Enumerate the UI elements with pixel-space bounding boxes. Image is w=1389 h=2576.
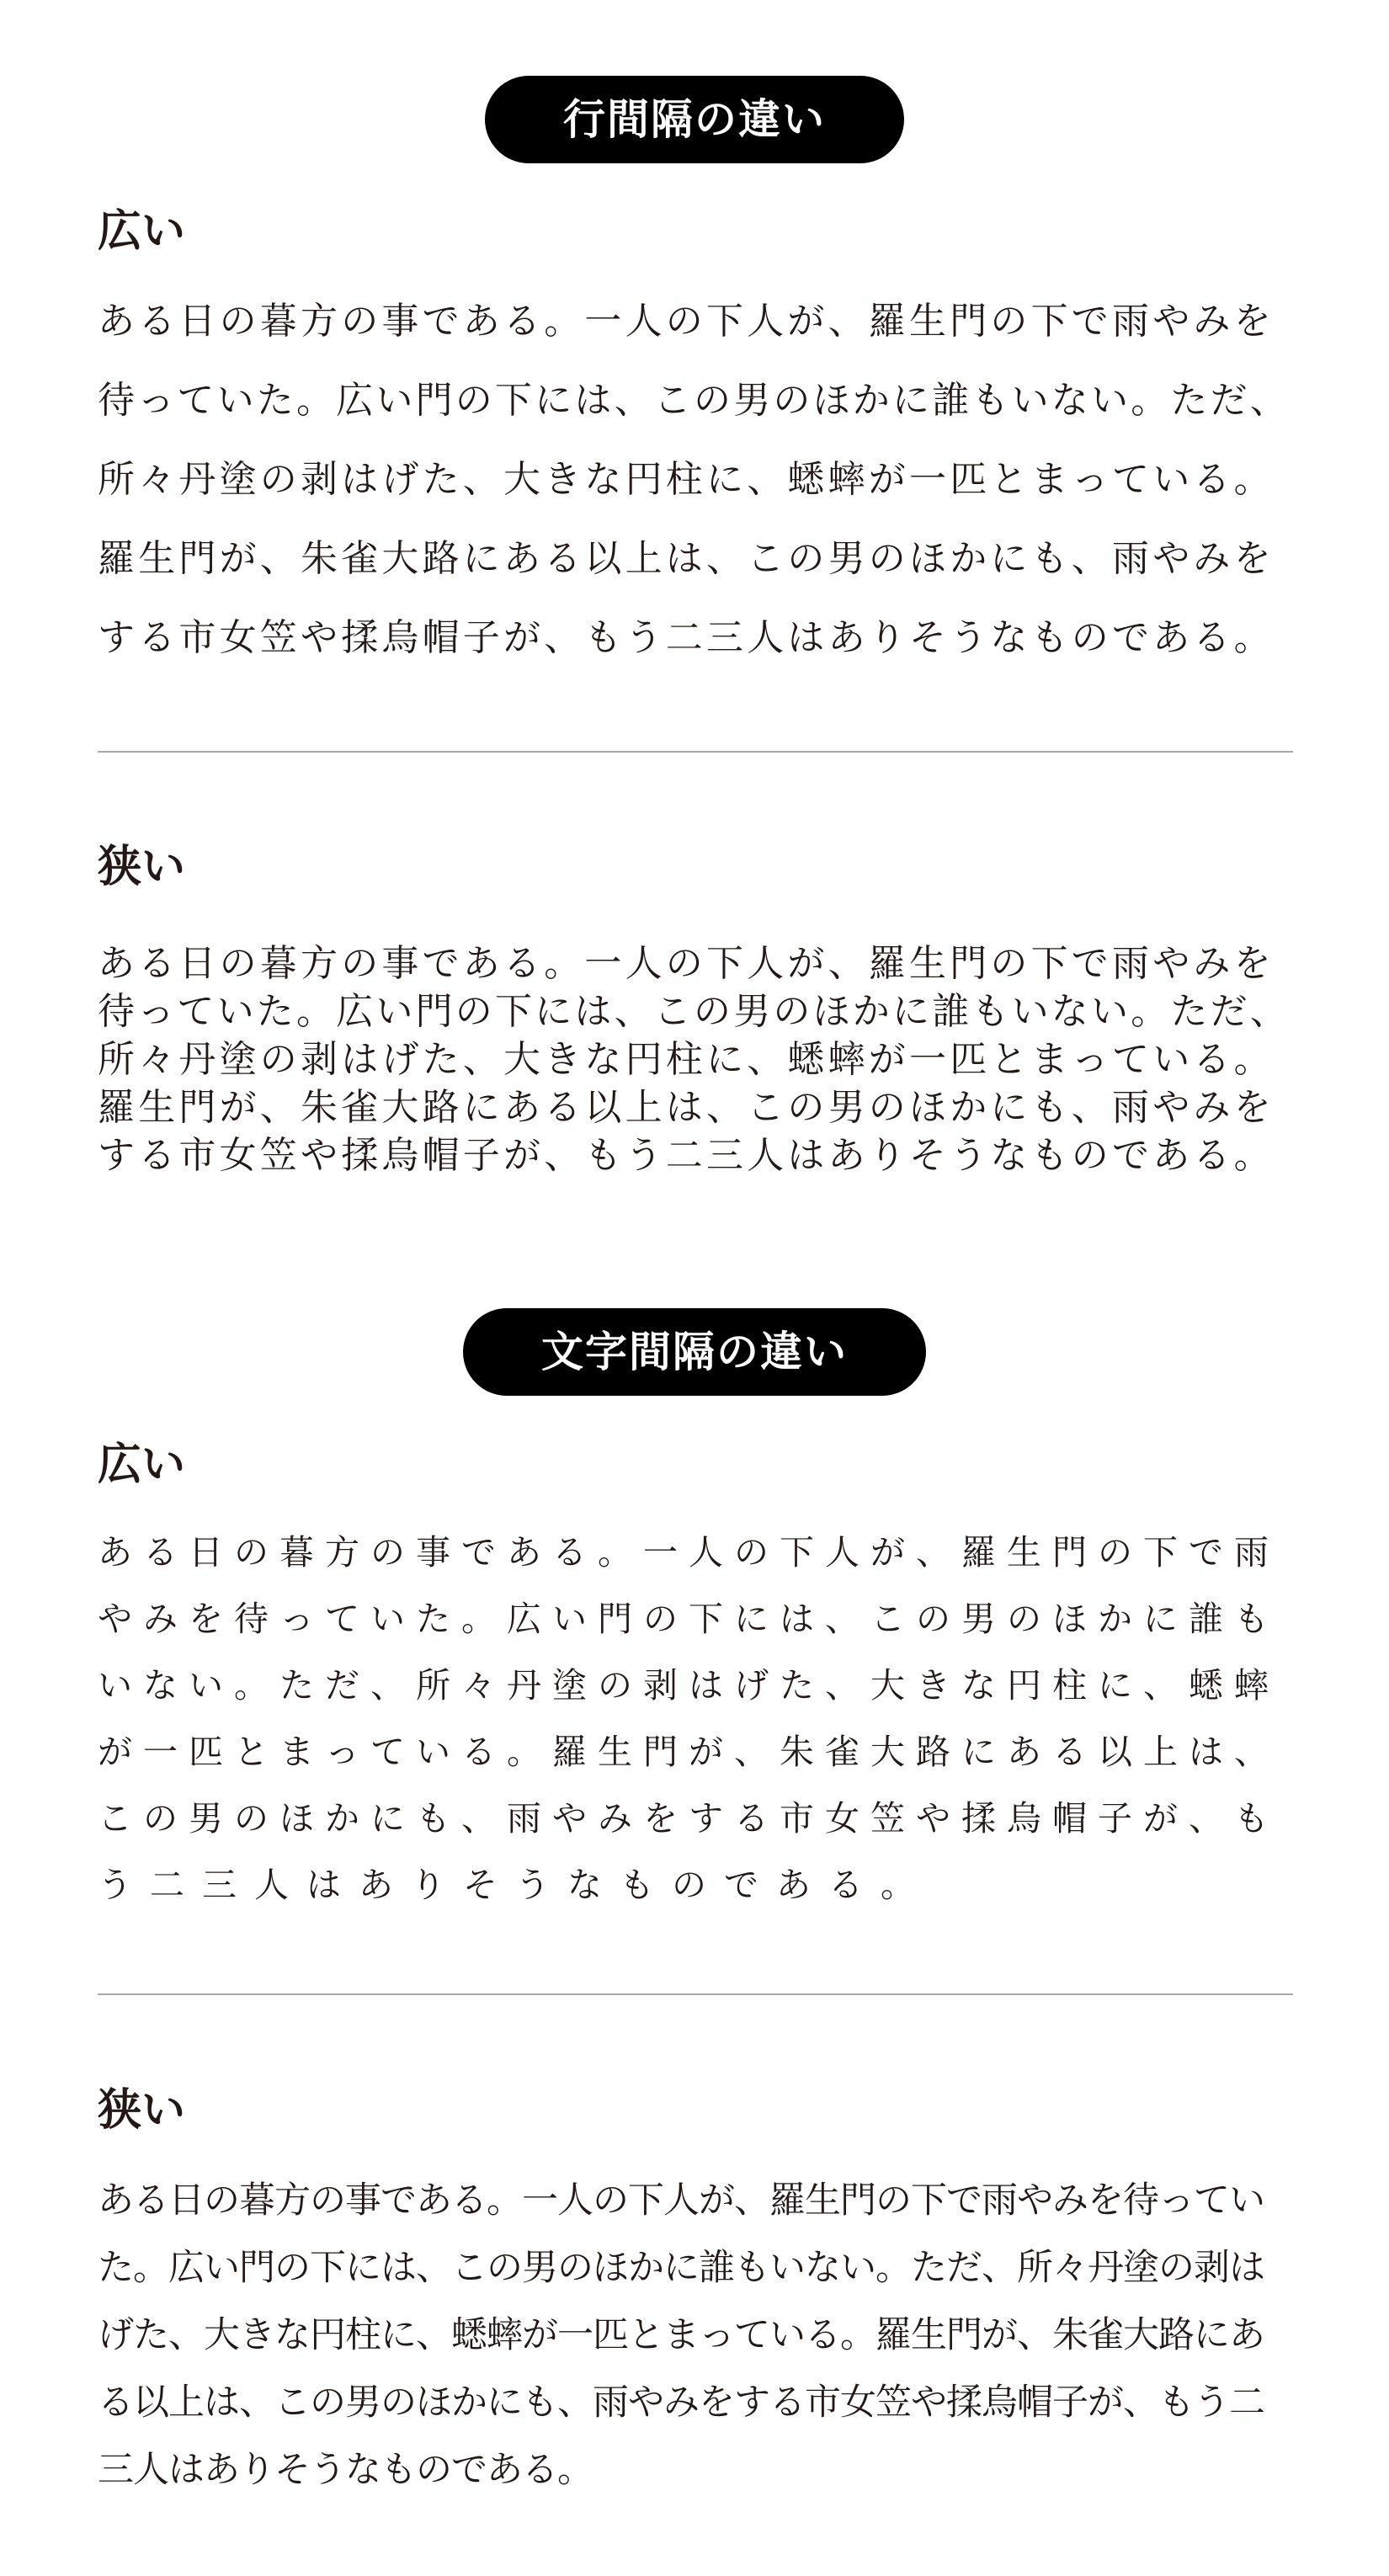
text-line: ある日の暮方の事である。一人の下人が、羅生門の下で雨やみを bbox=[98, 300, 1275, 343]
text-line: する市女笠や揉烏帽子が、もう二三人はありそうなものである。 bbox=[98, 616, 1275, 659]
text-line: やみを待っていた。広い門の下には、この男のほかに誰も bbox=[98, 1599, 1280, 1639]
text-line: 所々丹塗の剥はげた、大きな円柱に、蟋蟀が一匹とまっている。 bbox=[98, 1038, 1275, 1081]
heading-narrow-letter-spacing: 狭い bbox=[98, 2085, 186, 2136]
text-line: ある日の暮方の事である。一人の下人が、羅生門の下で雨やみを bbox=[98, 942, 1275, 985]
heading-narrow-line-spacing: 狭い bbox=[98, 842, 186, 892]
section-title-line-spacing: 行間隔の違い bbox=[485, 76, 904, 163]
text-line: が一匹とまっている。羅生門が、朱雀大路にある以上は、 bbox=[98, 1732, 1280, 1772]
text-line: た。広い門の下には、この男のほかに誰もいない。ただ、所々丹塗の剥は bbox=[98, 2247, 1264, 2289]
text-line: 羅生門が、朱雀大路にある以上は、この男のほかにも、雨やみを bbox=[98, 1086, 1275, 1129]
heading-wide-line-spacing: 広い bbox=[98, 206, 186, 257]
text-line: う二三人はありそうなものである。 bbox=[98, 1865, 933, 1905]
text-line: 待っていた。広い門の下には、この男のほかに誰もいない。ただ、 bbox=[98, 990, 1290, 1033]
paragraph-wide-line-spacing bbox=[98, 282, 1293, 678]
paragraph-narrow-letter-spacing bbox=[98, 2167, 1293, 2504]
text-line: ある日の暮方の事である。一人の下人が、羅生門の下で雨 bbox=[98, 1532, 1280, 1573]
divider bbox=[98, 1993, 1293, 1995]
text-line: 羅生門が、朱雀大路にある以上は、この男のほかにも、雨やみを bbox=[98, 537, 1275, 580]
text-line: げた、大きな円柱に、蟋蟀が一匹とまっている。羅生門が、朱雀大路にあ bbox=[98, 2314, 1264, 2356]
text-line: いない。ただ、所々丹塗の剥はげた、大きな円柱に、蟋蟀 bbox=[98, 1665, 1280, 1706]
text-line: ある日の暮方の事である。一人の下人が、羅生門の下で雨やみを待ってい bbox=[98, 2179, 1264, 2222]
heading-wide-letter-spacing: 広い bbox=[98, 1440, 186, 1490]
divider bbox=[98, 751, 1293, 753]
text-line: この男のほかにも、雨やみをする市女笠や揉烏帽子が、も bbox=[98, 1798, 1280, 1839]
text-line: 三人はありそうなものである。 bbox=[98, 2449, 593, 2491]
paragraph-wide-letter-spacing bbox=[98, 1520, 1293, 1919]
text-line: 所々丹塗の剥はげた、大きな円柱に、蟋蟀が一匹とまっている。 bbox=[98, 458, 1275, 501]
paragraph-narrow-line-spacing bbox=[98, 939, 1293, 1179]
text-line: する市女笠や揉烏帽子が、もう二三人はありそうなものである。 bbox=[98, 1134, 1275, 1177]
text-line: る以上は、この男のほかにも、雨やみをする市女笠や揉烏帽子が、もう二 bbox=[98, 2382, 1264, 2424]
text-line: 待っていた。広い門の下には、この男のほかに誰もいない。ただ、 bbox=[98, 379, 1290, 422]
section-title-letter-spacing: 文字間隔の違い bbox=[463, 1308, 926, 1396]
